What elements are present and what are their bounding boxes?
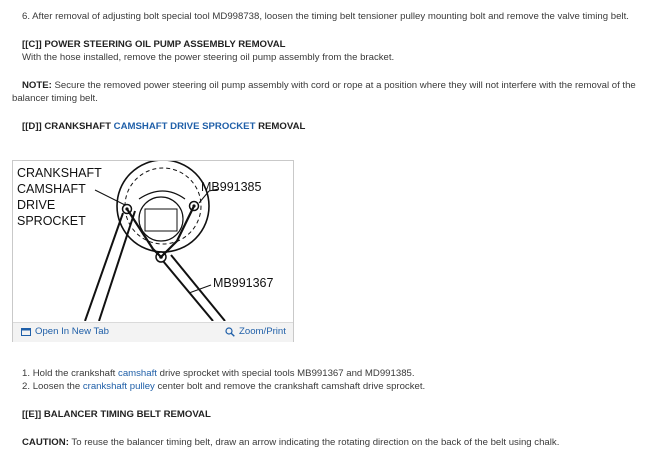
step-text: drive sprocket with special tools MB991367 and MD991385. bbox=[156, 368, 415, 379]
section-e-heading: [[E]] BALANCER TIMING BELT REMOVAL bbox=[22, 409, 211, 420]
camshaft-link[interactable]: camshaft bbox=[118, 368, 157, 379]
step-number: 2. bbox=[22, 381, 31, 392]
heading-prefix: [[D]] CRANKSHAFT bbox=[22, 121, 114, 132]
step-2 bbox=[22, 380, 425, 394]
heading-suffix: REMOVAL bbox=[255, 121, 306, 132]
label-crankshaft: CRANKSHAFT bbox=[17, 166, 102, 180]
label-sprocket: SPROCKET bbox=[17, 214, 86, 228]
note-text: Secure the removed power steering oil pump assembly with cord or rope at a position where they will not interfere with the removal of the bbox=[51, 80, 636, 91]
note-label: NOTE: bbox=[22, 80, 52, 91]
caution-text: To reuse the balancer timing belt, draw an arrow indicating the rotating direction on the back of the belt using chalk. bbox=[68, 437, 560, 448]
new-tab-icon bbox=[21, 327, 31, 337]
step-text: Hold the crankshaft bbox=[32, 368, 119, 379]
open-in-new-tab-button[interactable] bbox=[21, 326, 109, 337]
section-d-heading bbox=[22, 120, 305, 134]
step-number: 6. bbox=[22, 11, 31, 22]
zoom-print-label: Zoom/Print bbox=[239, 326, 286, 337]
figure-toolbar bbox=[13, 322, 293, 342]
section-c-body: With the hose installed, remove the power steering oil pump assembly from the bracket. bbox=[22, 52, 395, 63]
magnifier-icon bbox=[225, 327, 235, 337]
zoom-print-button[interactable] bbox=[225, 326, 286, 337]
figure-panel bbox=[12, 160, 294, 342]
label-drive: DRIVE bbox=[17, 198, 56, 212]
step-text: After removal of adjusting bolt special tool MD998738, loosen the timing belt tensioner pulley mounting bolt and remove the valve timing belt. bbox=[32, 11, 629, 22]
step-6 bbox=[22, 10, 629, 24]
tool-label-upper: MB991385 bbox=[201, 180, 262, 194]
label-camshaft: CAMSHAFT bbox=[17, 182, 86, 196]
section-c-heading: [[C]] POWER STEERING OIL PUMP ASSEMBLY REMOVAL bbox=[22, 39, 286, 50]
step-1 bbox=[22, 367, 415, 381]
step-text: center bolt and remove the crankshaft camshaft drive sprocket. bbox=[154, 381, 426, 392]
step-text: Loosen the bbox=[32, 381, 83, 392]
caution bbox=[22, 436, 559, 450]
crankshaft-pulley-link[interactable]: crankshaft pulley bbox=[82, 381, 155, 392]
open-in-new-tab-label: Open In New Tab bbox=[35, 326, 109, 337]
tool-label-lower: MB991367 bbox=[213, 276, 274, 290]
note-line-1 bbox=[22, 79, 636, 93]
caution-label: CAUTION: bbox=[22, 437, 69, 448]
camshaft-drive-sprocket-link[interactable]: CAMSHAFT DRIVE SPROCKET bbox=[113, 121, 256, 132]
figure-left-label bbox=[17, 165, 102, 229]
note-line-2: balancer timing belt. bbox=[12, 93, 98, 104]
step-number: 1. bbox=[22, 368, 31, 379]
